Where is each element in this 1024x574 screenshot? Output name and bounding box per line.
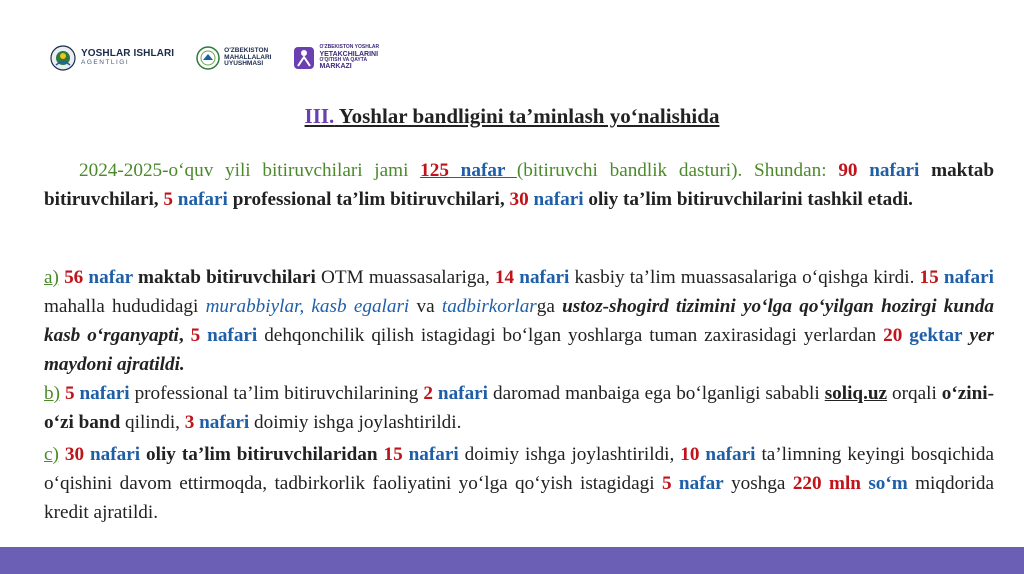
number: 5: [190, 325, 201, 346]
intro-paragraph: [44, 156, 994, 214]
text-span: dehqonchilik qilish istagidagi bo‘lgan yoshlarga tuman zaxirasidagi yerlardan: [257, 325, 884, 346]
bold-italic-span: ustoz-shogird tizimini yo‘lga qo‘yilgan hozirgi kunda kasb o‘rganyapti: [44, 296, 994, 346]
nafar-word: nafari: [74, 383, 130, 404]
italic-span: murabbiylar, kasb egalari: [205, 296, 410, 317]
text-span: oliy ta’lim bitiruvchilaridan: [140, 444, 378, 465]
number: 5: [661, 473, 672, 494]
number: 56: [58, 267, 84, 288]
text-span: (bitiruvchi bandlik dasturi). Shundan:: [516, 160, 839, 181]
text-span: mahalla hududidagi: [44, 296, 206, 317]
unit-word: gektar: [902, 325, 963, 346]
nafar-word: nafari: [528, 189, 584, 210]
nafar-word: nafari: [402, 444, 459, 465]
footer-bar: [0, 547, 1024, 574]
text-span: va: [409, 296, 442, 317]
nafar-word: nafari: [699, 444, 756, 465]
number: 15: [377, 444, 403, 465]
logo-subtitle: AGENTLIGI: [81, 58, 130, 66]
logo-line: MARKAZI: [319, 63, 352, 71]
number: 20: [883, 325, 903, 346]
number: 2: [423, 383, 433, 404]
item-label: b): [44, 383, 60, 404]
paragraph-b: [44, 379, 994, 437]
text-span: doimiy ishga joylashtirildi.: [249, 412, 462, 433]
paragraph-c: [44, 440, 994, 527]
text-span: 2024-2025-o‘quv yili bitiruvchilari jami: [79, 160, 421, 181]
page-title: [0, 104, 1024, 129]
number: 15: [919, 267, 939, 288]
mahalla-emblem-icon: [196, 46, 220, 70]
number: 5: [163, 189, 173, 210]
text-span: doimiy ishga joylashtirildi,: [458, 444, 681, 465]
number: 14: [494, 267, 515, 288]
header-logos: [50, 38, 401, 78]
logo-line: O'QITISH VA QAYTA: [319, 57, 368, 63]
mahallalari-logo: [196, 46, 271, 70]
bold-span: o‘zini-o‘zi band: [44, 383, 994, 433]
paragraph-a: [44, 263, 994, 379]
emblem-icon: [50, 45, 76, 71]
number: 125: [420, 160, 449, 181]
text-span: oliy ta’lim bitiruvchilarini tashkil etadi.: [583, 189, 913, 210]
nafar-word: nafari: [172, 189, 228, 210]
currency-word: so‘m: [860, 473, 908, 494]
nafar-word: nafari: [938, 267, 994, 288]
item-label: c): [44, 444, 59, 465]
markaz-emblem-icon: [293, 46, 315, 70]
text-span: daromad manbaiga ega bo‘lganligi sababli: [488, 383, 825, 404]
italic-span: tadbirkorlar: [441, 296, 537, 317]
text-span: qilindi,: [120, 412, 185, 433]
text-span: ,: [178, 325, 191, 346]
logo-title: YOSHLAR ISHLARI: [81, 48, 175, 60]
number: 90: [838, 160, 858, 181]
number: 3: [184, 412, 195, 433]
text-span: maktab bitiruvchilari: [132, 267, 316, 288]
text-span: maktab bitiruvchilari,: [44, 160, 995, 210]
unit-word: mln: [821, 473, 861, 494]
section-number: III.: [304, 104, 335, 128]
number: 220: [792, 473, 822, 494]
logo-line: YETAKCHILARINI: [319, 50, 379, 58]
number: 30: [509, 189, 529, 210]
number: 30: [58, 444, 85, 465]
yoshlar-ishlari-logo: [50, 45, 174, 71]
text-span: miqdorida kredit ajratildi.: [44, 473, 995, 523]
nafar-word: nafari: [194, 412, 250, 433]
nafar-word: nafar: [83, 267, 133, 288]
number: 10: [680, 444, 700, 465]
text-span: ga: [536, 296, 563, 317]
logo-line: O'ZBEKISTON: [224, 46, 269, 54]
text-span: professional ta’lim bitiruvchilari,: [227, 189, 510, 210]
item-label: a): [44, 267, 59, 288]
nafar-word: nafari: [432, 383, 489, 404]
markaz-logo: [293, 45, 379, 70]
nafar-word: nafari: [514, 267, 570, 288]
text-span: orqali: [887, 383, 942, 404]
bold-italic-span: yer maydoni ajratildi.: [44, 325, 995, 375]
text-span: OTM muassasalariga,: [315, 267, 495, 288]
logo-line: UYUSHMASI: [224, 60, 264, 68]
text-span: ta’limning keyingi bosqichida o‘qishini davom ettirmoqda, tadbirkorlik faoliyatini yo‘lga qo‘yish istagidagi: [44, 444, 994, 494]
text-span: yoshga: [723, 473, 793, 494]
nafar-word: nafar: [448, 160, 517, 181]
title-text: Yoshlar bandligini ta’minlash yo‘nalishida: [334, 104, 720, 128]
number: 5: [59, 383, 75, 404]
nafar-word: nafari: [200, 325, 258, 346]
logo-line: MAHALLALARI: [224, 53, 272, 61]
soliq-link[interactable]: soliq.uz: [824, 383, 888, 404]
nafar-word: nafar: [671, 473, 724, 494]
text-span: kasbiy ta’lim muassasalariga o‘qishga kirdi.: [569, 267, 920, 288]
nafar-word: nafari: [857, 160, 920, 181]
nafar-word: nafari: [84, 444, 141, 465]
text-span: professional ta’lim bitiruvchilarining: [129, 383, 424, 404]
logo-line: O'ZBEKISTON YOSHLAR: [319, 44, 380, 51]
